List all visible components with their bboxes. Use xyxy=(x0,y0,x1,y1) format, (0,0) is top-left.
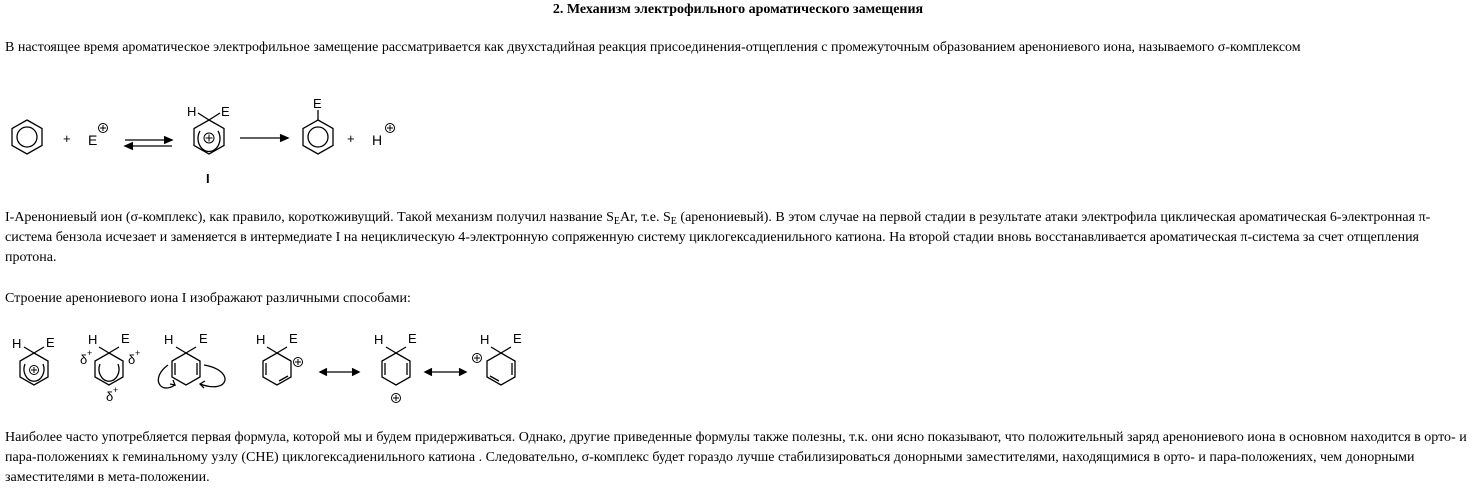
h-label: H xyxy=(187,104,197,119)
e-label: E xyxy=(408,331,417,346)
structure-curved-arrows xyxy=(158,347,225,388)
delta-plus: + xyxy=(113,385,119,395)
forward-arrow xyxy=(240,135,288,142)
e-label: E xyxy=(289,331,298,346)
delta-plus: + xyxy=(87,348,93,358)
e-label: E xyxy=(199,331,208,346)
resonance-structure-3 xyxy=(487,347,515,385)
mechanism-paragraph: I-Аренониевый ион (σ-комплекс), как правило, короткоживущий. Такой механизм получил название $S_EAr$, т.е. $S_E$ (аренониевый). В этом случае на первой стадии в результате атаки электрофила циклическая ароматическая 6-электронная π-система бензола исчезает и заменяется в интермедиате I на нециклическую 4-электронную сопряженную систему циклогексадиенильного катиона. На второй стадии вновь восстанавливается ароматическая π-система за счет отщепления протона. xyxy=(5,210,1431,265)
h-label: H xyxy=(256,332,266,347)
e-label: E xyxy=(221,104,230,119)
sigma-complex xyxy=(194,113,224,154)
charge-icon xyxy=(473,354,482,363)
e-label: E xyxy=(513,331,522,346)
delta-plus: + xyxy=(135,348,141,358)
h-label: H xyxy=(88,332,98,347)
e-label: E xyxy=(46,335,55,350)
structure-paragraph: Строение аренониевого иона I изображают различными способами: xyxy=(5,291,411,306)
section-heading: 2. Механизм электрофильного ароматического замещения xyxy=(552,2,924,17)
resonance-arrow xyxy=(425,369,466,376)
structure-delta xyxy=(95,347,123,385)
h-label: H xyxy=(480,332,490,347)
intro-paragraph: В настоящее время ароматическое электрофильное замещение рассматривается как двухстадийная реакция присоединения-отщепления с промежуточным образованием аренониевого иона, называемого σ-комплексом xyxy=(5,40,1301,55)
equilibrium-arrows xyxy=(125,137,172,150)
resonance-structure-2 xyxy=(382,347,410,385)
benzene-reactant xyxy=(12,120,42,154)
resonance-arrow xyxy=(320,369,359,376)
e-label: E xyxy=(313,96,322,111)
plus-sign: + xyxy=(63,131,71,146)
conclusion-paragraph: Наиболее часто употребляется первая формула, которой мы и будем придерживаться. Однако, другие приведенные формулы также полезны, т.к. они ясно показывают, что положительный заряд аренониевого иона в основном находится в орто- и пара-положениях к геминальному узлу (CHE) циклогексадиенильного катиона . Следовательно, σ-комплекс будет гораздо лучше стабилизироваться донорными заместителями, находящимися в орто- и пара-положениях, чем донорными заместителями в мета-положении. xyxy=(5,430,1467,485)
resonance-scheme xyxy=(0,320,1476,410)
h-label: H xyxy=(164,332,174,347)
reaction-scheme xyxy=(0,95,1476,190)
h-label: H xyxy=(374,332,384,347)
charge-icon xyxy=(392,394,401,403)
electrophile-label: E xyxy=(88,132,98,148)
structure-horseshoe xyxy=(20,347,48,385)
delta-label: δ xyxy=(106,389,114,404)
charge-icon xyxy=(99,124,108,133)
delta-label: δ xyxy=(128,352,136,367)
charge-icon xyxy=(294,358,303,367)
proton-label: H xyxy=(372,132,383,148)
resonance-structure-1 xyxy=(263,347,291,385)
delta-label: δ xyxy=(80,352,88,367)
h-label: H xyxy=(12,336,22,351)
e-label: E xyxy=(121,331,130,346)
intermediate-label: I xyxy=(206,171,210,186)
substituted-benzene xyxy=(303,110,333,154)
charge-icon xyxy=(386,124,395,133)
plus-sign: + xyxy=(347,131,355,146)
